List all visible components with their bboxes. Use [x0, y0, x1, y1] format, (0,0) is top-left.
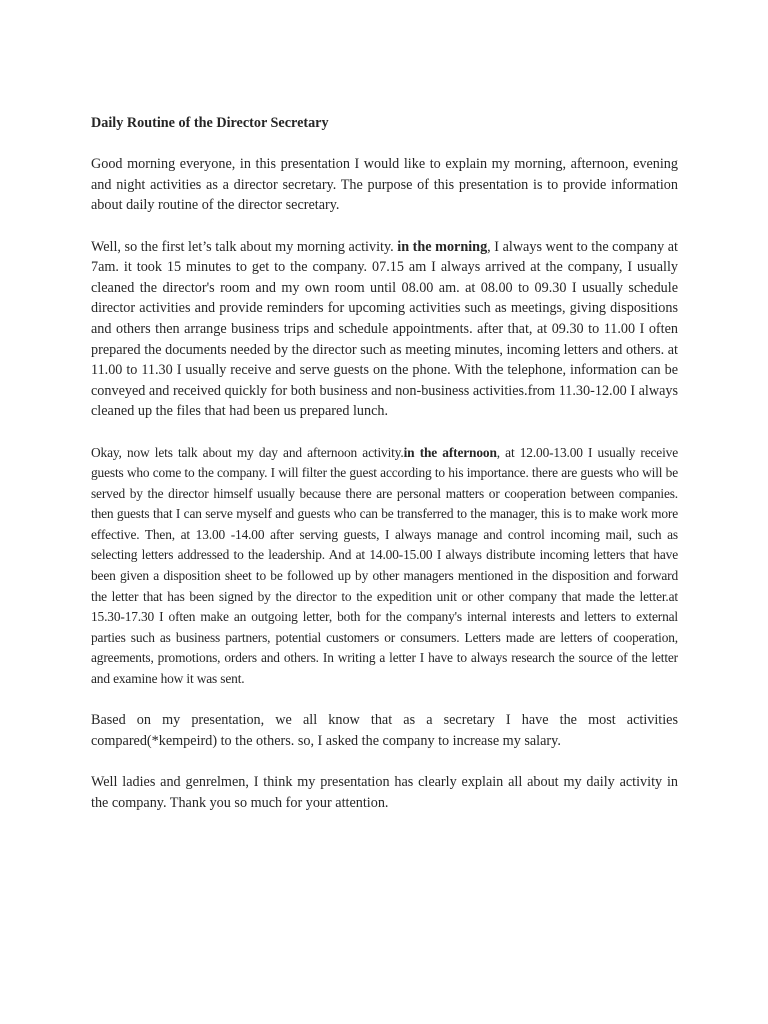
- morning-bold-text: in the morning: [397, 238, 488, 255]
- afternoon-lead-text: Okay, now lets talk about my day and afternoon activity.: [91, 444, 404, 460]
- conclusion-paragraph: Based on my presentation, we all know that as a secretary I have the most activities compared(*kempeird) to the others. so, I asked the company to increase my salary.: [91, 712, 678, 749]
- document-title: Daily Routine of the Director Secretary: [91, 115, 329, 131]
- morning-paragraph: [91, 237, 678, 422]
- afternoon-rest-text: , at 12.00-13.00 I usually receive guests who come to the company. I will filter the guest according to his importance. there are guests who will be served by the director himself usually because there are personal matters or cooperation between companies. then guests that I can serve myself and guests who can be transferred to the manager, this is to make work more effective. Then, at 13.00 -14.00 after serving guests, I always manage and control incoming mail, such as selecting letters addressed to the leadership. And at 14.00-15.00 I always distribute incoming letters that have been given a disposition sheet to be followed up by other managers mentioned in the disposition and forward the letter that has been signed by the director to the expedition unit or other company that made the letter.at 15.30-17.30 I often make an outgoing letter, both for the company's internal interests and letters to external parties such as business partners, potential customers or consumers. Letters made are letters of cooperation, agreements, promotions, orders and others. In writing a letter I have to always research the source of the letter and examine how it was sent.: [91, 444, 679, 687]
- afternoon-bold-text: in the afternoon: [403, 444, 497, 460]
- morning-lead-text: Well, so the first let’s talk about my morning activity.: [91, 238, 398, 255]
- intro-paragraph: Good morning everyone, in this presentation I would like to explain my morning, afternoon, evening and night activities as a director secretary. The purpose of this presentation is to provide information about daily routine of the director secretary.: [91, 156, 678, 214]
- closing-paragraph: Well ladies and genrelmen, I think my presentation has clearly explain all about my daily activity in the company. Thank you so much for your attention.: [91, 774, 678, 811]
- document-page: [91, 113, 678, 813]
- afternoon-paragraph: [91, 443, 678, 690]
- morning-rest-text: , I always went to the company at 7am. it took 15 minutes to get to the company. 07.15 am I always arrived at the company, I usually cleaned the director's room and my own room until 08.00 am. at 08.00 to 09.30 I usually schedule director activities and provide reminders for upcoming activities such as meetings, giving dispositions and others then arrange business trips and schedule appointments. after that, at 09.30 to 11.00 I often prepared the documents needed by the director such as meeting minutes, incoming letters and others. at 11.00 to 11.30 I usually receive and serve guests on the phone. With the telephone, information can be conveyed and received quickly for both business and non-business activities.from 11.30-12.00 I always cleaned up the files that had been us prepared lunch.: [91, 238, 678, 420]
